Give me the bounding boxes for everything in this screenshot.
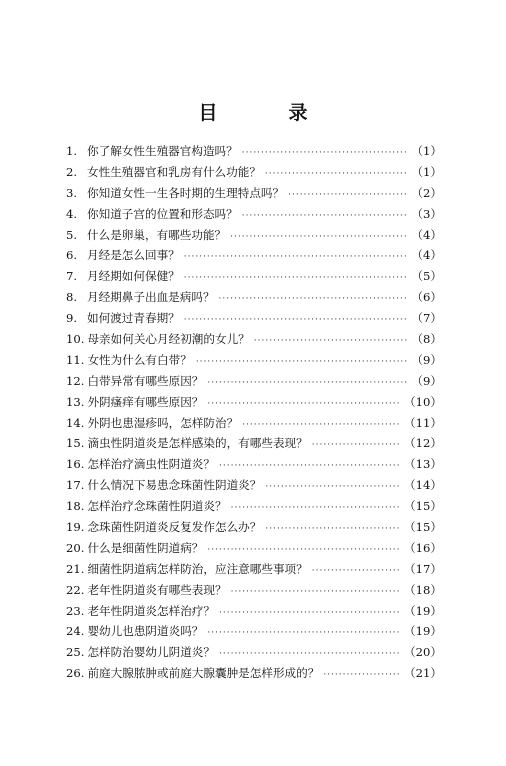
toc-leader-dots xyxy=(207,545,400,555)
toc-entry-title: 女性为什么有白带？ xyxy=(87,352,192,367)
page-title: 目 录 xyxy=(198,102,334,124)
toc-entry-title: 月经期如何保健？ xyxy=(87,269,180,284)
toc-entry-page: （9） xyxy=(411,373,442,388)
toc-entry xyxy=(66,561,442,582)
toc-entry-title: 你知道女性一生各时期的生理特点吗？ xyxy=(87,185,285,200)
toc-leader-dots xyxy=(312,440,400,450)
toc-entry-page: （4） xyxy=(411,227,442,242)
toc-leader-dots xyxy=(207,628,400,638)
toc-entry-number: 7. xyxy=(66,269,78,284)
toc-entry-title: 怎样治疗滴虫性阴道炎？ xyxy=(87,457,215,472)
toc-entry xyxy=(66,206,442,227)
toc-entry xyxy=(66,289,442,310)
toc-entry-number: 20. xyxy=(66,540,85,555)
toc-entry-title: 白带异常有哪些原因？ xyxy=(87,373,204,388)
toc-leader-dots xyxy=(196,357,408,367)
toc-entry-number: 5. xyxy=(66,227,78,242)
toc-entry-title: 前庭大腺脓肿或前庭大腺囊肿是怎样形成的？ xyxy=(87,666,320,681)
toc-entry-page: （15） xyxy=(404,499,442,514)
toc-entry-number: 24. xyxy=(66,624,85,639)
toc-entry xyxy=(66,603,442,624)
toc-entry-number: 11. xyxy=(66,352,85,367)
toc-entry-number: 19. xyxy=(66,520,85,535)
toc-leader-dots xyxy=(184,315,408,325)
toc-entry-page: （13） xyxy=(404,457,442,472)
toc-entry-number: 15. xyxy=(66,436,85,451)
toc-entry-page: （11） xyxy=(404,415,442,430)
toc-entry-number: 9. xyxy=(66,311,78,326)
toc-leader-dots xyxy=(219,461,400,471)
toc-entry-title: 什么是细菌性阴道病？ xyxy=(87,540,204,555)
toc-entry xyxy=(66,143,442,164)
toc-leader-dots xyxy=(207,399,400,409)
toc-leader-dots xyxy=(219,608,400,618)
toc-entry-page: （10） xyxy=(404,394,442,409)
toc-entry xyxy=(66,644,442,665)
toc-entry xyxy=(66,247,442,268)
toc-entry xyxy=(66,477,442,498)
toc-leader-dots xyxy=(242,148,408,158)
toc-entry-title: 婴幼儿也患阴道炎吗？ xyxy=(87,624,204,639)
toc-entry xyxy=(66,582,442,603)
toc-entry-title: 怎样防治婴幼儿阴道炎？ xyxy=(87,645,215,660)
toc-entry xyxy=(66,456,442,477)
toc-entry-number: 18. xyxy=(66,499,85,514)
toc-entry-page: （4） xyxy=(411,248,442,263)
toc-entry-title: 月经期鼻子出血是病吗？ xyxy=(87,290,215,305)
toc-entry-number: 17. xyxy=(66,478,85,493)
toc-leader-dots xyxy=(254,336,408,346)
toc-entry-title: 什么是卵巢，有哪些功能？ xyxy=(87,227,227,242)
toc-entry xyxy=(66,331,442,352)
toc-entry-page: （9） xyxy=(411,352,442,367)
toc-entry-page: （1） xyxy=(411,144,442,158)
toc-entry-number: 10. xyxy=(66,332,85,347)
toc-entry-title: 老年性阴道炎有哪些表现？ xyxy=(87,582,227,597)
toc-entry xyxy=(66,415,442,436)
toc-entry-title: 老年性阴道炎怎样治疗？ xyxy=(87,603,215,618)
toc-entry xyxy=(66,373,442,394)
toc-entry xyxy=(66,623,442,644)
toc-leader-dots xyxy=(323,670,400,680)
toc-entry-number: 14. xyxy=(66,415,85,430)
toc-entry-title: 女性生殖器官和乳房有什么功能？ xyxy=(87,164,261,179)
toc-entry-number: 8. xyxy=(66,290,78,305)
toc-entry-number: 21. xyxy=(66,561,85,576)
toc-entry xyxy=(66,310,442,331)
toc-leader-dots xyxy=(288,190,407,200)
toc-entry-number: 26. xyxy=(66,666,85,681)
toc-entry-title: 你了解女性生殖器官构造吗？ xyxy=(87,144,238,158)
toc-entry-title: 你知道子宫的位置和形态吗？ xyxy=(87,206,238,221)
toc-leader-dots xyxy=(231,587,400,597)
toc-leader-dots xyxy=(230,232,407,242)
toc-leader-dots xyxy=(265,524,400,534)
toc-entry-page: （8） xyxy=(411,332,442,347)
toc-entry-page: （12） xyxy=(404,436,442,451)
toc-entry-page: （17） xyxy=(404,561,442,576)
toc-entry-page: （19） xyxy=(404,624,442,639)
toc-entry-title: 外阴也患湿疹吗，怎样防治？ xyxy=(87,415,239,430)
toc-entry xyxy=(66,352,442,373)
toc-entry xyxy=(66,185,442,206)
toc-entry-page: （2） xyxy=(411,185,442,200)
toc-entry-page: （16） xyxy=(404,540,442,555)
toc-entry xyxy=(66,519,442,540)
toc-entry-number: 22. xyxy=(66,582,85,597)
toc-entry-page: （6） xyxy=(411,290,442,305)
toc-entry-page: （7） xyxy=(411,311,442,326)
toc-entry xyxy=(66,227,442,248)
toc-entry-number: 3. xyxy=(66,185,78,200)
toc-entry xyxy=(66,665,442,686)
toc-leader-dots xyxy=(312,566,400,576)
toc-entry-title: 外阴瘙痒有哪些原因？ xyxy=(87,394,204,409)
toc-entry-page: （5） xyxy=(411,269,442,284)
toc-entry xyxy=(66,394,442,415)
toc-entry-page: （19） xyxy=(404,603,442,618)
toc-entry-title: 什么情况下易患念珠菌性阴道炎？ xyxy=(87,478,262,493)
toc-leader-dots xyxy=(219,294,408,304)
toc-leader-dots xyxy=(242,211,408,221)
toc-leader-dots xyxy=(265,482,400,492)
toc-entry xyxy=(66,268,442,289)
toc-entry-number: 4. xyxy=(66,206,78,221)
toc-entry-number: 16. xyxy=(66,457,85,472)
toc-entry xyxy=(66,540,442,561)
toc-entry-number: 25. xyxy=(66,645,85,660)
toc-entry xyxy=(66,164,442,185)
toc-entry-title: 如何渡过青春期？ xyxy=(87,311,180,326)
toc-entry-title: 念珠菌性阴道炎反复发作怎么办？ xyxy=(87,520,262,535)
toc-leader-dots xyxy=(242,420,400,430)
toc-entry-number: 12. xyxy=(66,373,85,388)
toc-entry-page: （18） xyxy=(404,582,442,597)
toc-entry-page: （1） xyxy=(411,164,442,179)
toc-leader-dots xyxy=(219,649,400,659)
toc-leader-dots xyxy=(184,252,408,262)
toc-entry-title: 月经是怎么回事？ xyxy=(87,248,180,263)
toc-entry-number: 23. xyxy=(66,603,85,618)
toc-leader-dots xyxy=(231,503,400,513)
toc-entry xyxy=(66,435,442,456)
toc-entry-number: 13. xyxy=(66,394,85,409)
toc-entry-page: （3） xyxy=(411,206,442,221)
toc-entry-page: （15） xyxy=(404,520,442,535)
toc-entry-page: （14） xyxy=(404,478,442,493)
toc-leader-dots xyxy=(207,378,407,388)
table-of-contents xyxy=(66,143,442,686)
toc-entry-number: 1. xyxy=(66,144,78,158)
toc-entry-page: （21） xyxy=(404,666,442,681)
toc-entry-number: 6. xyxy=(66,248,78,263)
toc-entry-title: 母亲如何关心月经初潮的女儿？ xyxy=(87,332,250,347)
toc-entry-title: 滴虫性阴道炎是怎样感染的，有哪些表现？ xyxy=(87,436,308,451)
toc-entry-title: 怎样治疗念珠菌性阴道炎？ xyxy=(87,499,227,514)
toc-leader-dots xyxy=(265,169,408,179)
toc-leader-dots xyxy=(184,273,408,283)
toc-entry xyxy=(66,498,442,519)
toc-entry-title: 细菌性阴道病怎样防治，应注意哪些事项？ xyxy=(87,561,308,576)
toc-entry-number: 2. xyxy=(66,164,78,179)
toc-entry-page: （20） xyxy=(404,645,442,660)
